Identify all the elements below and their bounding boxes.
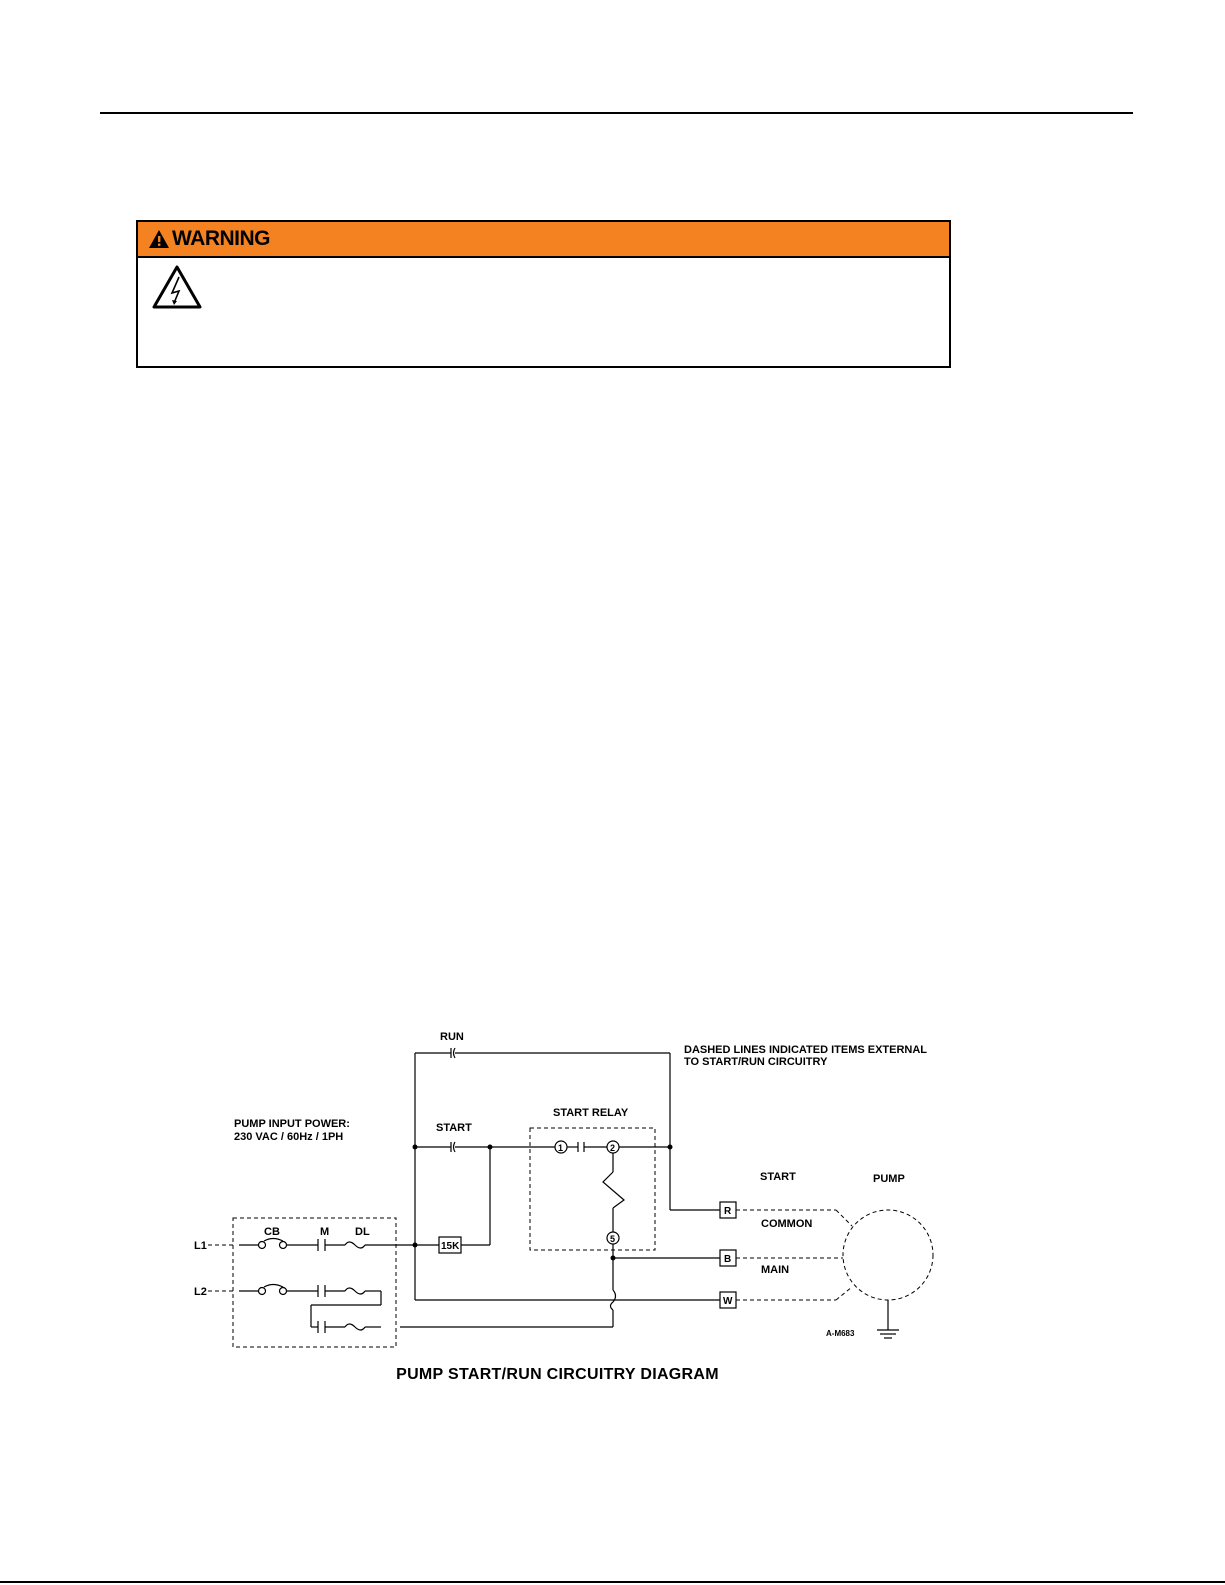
l1-label: L1 (194, 1240, 207, 1252)
diagram-caption: PUMP START/RUN CIRCUITRY DIAGRAM (396, 1366, 719, 1383)
start-winding-label: START (760, 1171, 796, 1183)
warning-triangle-icon (148, 229, 170, 249)
terminal-b-label: B (724, 1254, 732, 1265)
dl-label: DL (355, 1226, 370, 1238)
run-label: RUN (440, 1031, 464, 1043)
terminal-r-label: R (724, 1206, 732, 1217)
pump-circuit-diagram (0, 1000, 1225, 1400)
warning-box (136, 220, 951, 368)
resistor-15k-label: 15K (441, 1241, 460, 1252)
terminal-5-label: 5 (610, 1234, 616, 1244)
top-rule (100, 112, 1133, 114)
pump-label: PUMP (873, 1173, 905, 1185)
input-power-line2: 230 VAC / 60Hz / 1PH (234, 1131, 344, 1143)
l2-label: L2 (194, 1286, 207, 1298)
external-note-line1: DASHED LINES INDICATED ITEMS EXTERNAL (684, 1044, 928, 1056)
cb-label: CB (264, 1226, 280, 1238)
electrical-shock-icon (152, 265, 202, 309)
terminal-w-label: W (723, 1296, 733, 1307)
common-label: COMMON (761, 1218, 813, 1230)
terminal-1-label: 1 (558, 1143, 564, 1153)
drawing-code: A-M683 (826, 1329, 855, 1338)
start-relay-label: START RELAY (553, 1107, 629, 1119)
start-contact-label: START (436, 1122, 472, 1134)
bottom-rule (0, 1581, 1225, 1583)
warning-header (138, 222, 949, 258)
terminal-2-label: 2 (610, 1143, 616, 1153)
external-note-line2: TO START/RUN CIRCUITRY (684, 1056, 828, 1068)
m-label: M (320, 1226, 330, 1238)
main-label: MAIN (761, 1264, 790, 1276)
input-power-line1: PUMP INPUT POWER: (234, 1118, 350, 1130)
warning-title: WARNING (172, 227, 270, 250)
